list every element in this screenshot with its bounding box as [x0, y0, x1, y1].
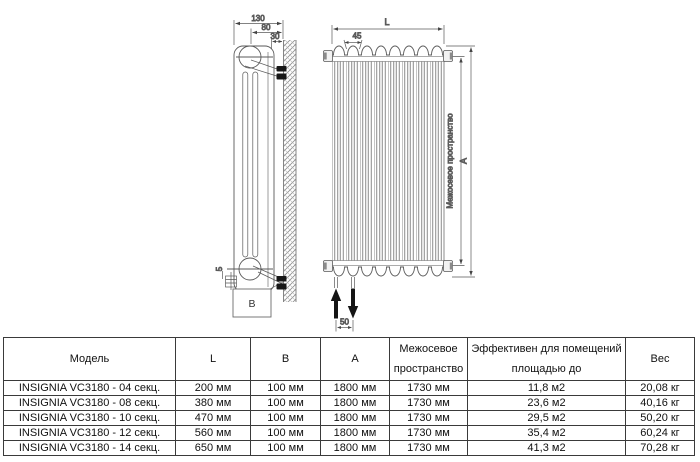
spec-table — [3, 337, 695, 456]
cell-weight: 60,24 кг — [626, 426, 695, 441]
cell-area: 11,8 м2 — [468, 381, 626, 396]
cell-l: 560 мм — [176, 426, 251, 441]
dim-50-label: 50 — [340, 317, 349, 327]
col-header-weight: Вес — [626, 338, 695, 381]
cell-a: 1800 мм — [321, 441, 390, 456]
cell-b: 100 мм — [251, 381, 321, 396]
dim-45 — [344, 40, 362, 49]
cell-model: INSIGNIA VC3180 - 08 секц. — [4, 396, 176, 411]
dim-80-label: 80 — [261, 23, 271, 32]
cell-weight: 40,16 кг — [626, 396, 695, 411]
dim-L — [332, 25, 444, 44]
table-header-row — [4, 338, 695, 381]
cell-model: INSIGNIA VC3180 - 10 секц. — [4, 411, 176, 426]
cell-area: 35,4 м2 — [468, 426, 626, 441]
cell-model: INSIGNIA VC3180 - 12 секц. — [4, 426, 176, 441]
cell-l: 200 мм — [176, 381, 251, 396]
cell-axis: 1730 мм — [390, 441, 468, 456]
col-header-a: A — [321, 338, 390, 381]
table-row — [4, 441, 695, 456]
axis-distance-label: Межосевое пространство — [445, 113, 455, 209]
col-header-b: B — [251, 338, 321, 381]
cell-weight: 70,28 кг — [626, 441, 695, 456]
cell-weight: 50,20 кг — [626, 411, 695, 426]
cell-model: INSIGNIA VC3180 - 14 секц. — [4, 441, 176, 456]
radiator-front-view — [324, 17, 476, 332]
dim-130-label: 130 — [251, 14, 265, 23]
dim-a-label: A — [458, 157, 469, 165]
col-header-axis: Межосевое пространство — [390, 338, 468, 381]
table-row — [4, 411, 695, 426]
cell-a: 1800 мм — [321, 381, 390, 396]
dim-l-label: L — [384, 17, 390, 27]
table-row — [4, 381, 695, 396]
radiator-side-view — [215, 14, 296, 317]
col-header-model: Модель — [4, 338, 176, 381]
table-row — [4, 396, 695, 411]
dim-5-label: 5 — [215, 266, 224, 272]
cell-a: 1800 мм — [321, 411, 390, 426]
cell-area: 41,3 м2 — [468, 441, 626, 456]
bottom-manifold — [332, 261, 444, 277]
cell-a: 1800 мм — [321, 396, 390, 411]
table-row — [4, 426, 695, 441]
cell-area: 23,6 м2 — [468, 396, 626, 411]
cell-b: 100 мм — [251, 411, 321, 426]
cell-l: 380 мм — [176, 396, 251, 411]
cell-axis: 1730 мм — [390, 396, 468, 411]
cell-axis: 1730 мм — [390, 411, 468, 426]
cell-l: 470 мм — [176, 411, 251, 426]
cell-axis: 1730 мм — [390, 381, 468, 396]
flow-out-arrow — [348, 289, 358, 319]
col-header-l: L — [176, 338, 251, 381]
cell-b: 100 мм — [251, 441, 321, 456]
cell-a: 1800 мм — [321, 426, 390, 441]
top-manifold — [332, 46, 444, 62]
dim-30-label: 30 — [270, 32, 280, 41]
cell-b: 100 мм — [251, 396, 321, 411]
cell-weight: 20,08 кг — [626, 381, 695, 396]
cell-b: 100 мм — [251, 426, 321, 441]
flow-in-arrow — [331, 289, 341, 319]
cell-model: INSIGNIA VC3180 - 04 секц. — [4, 381, 176, 396]
cell-area: 29,5 м2 — [468, 411, 626, 426]
b-label: B — [248, 298, 256, 310]
col-header-area: Эффективен для помещений площадью до — [468, 338, 626, 381]
cell-l: 650 мм — [176, 441, 251, 456]
cell-axis: 1730 мм — [390, 426, 468, 441]
connection-pipes — [335, 277, 355, 288]
dim-45-label: 45 — [352, 31, 362, 41]
